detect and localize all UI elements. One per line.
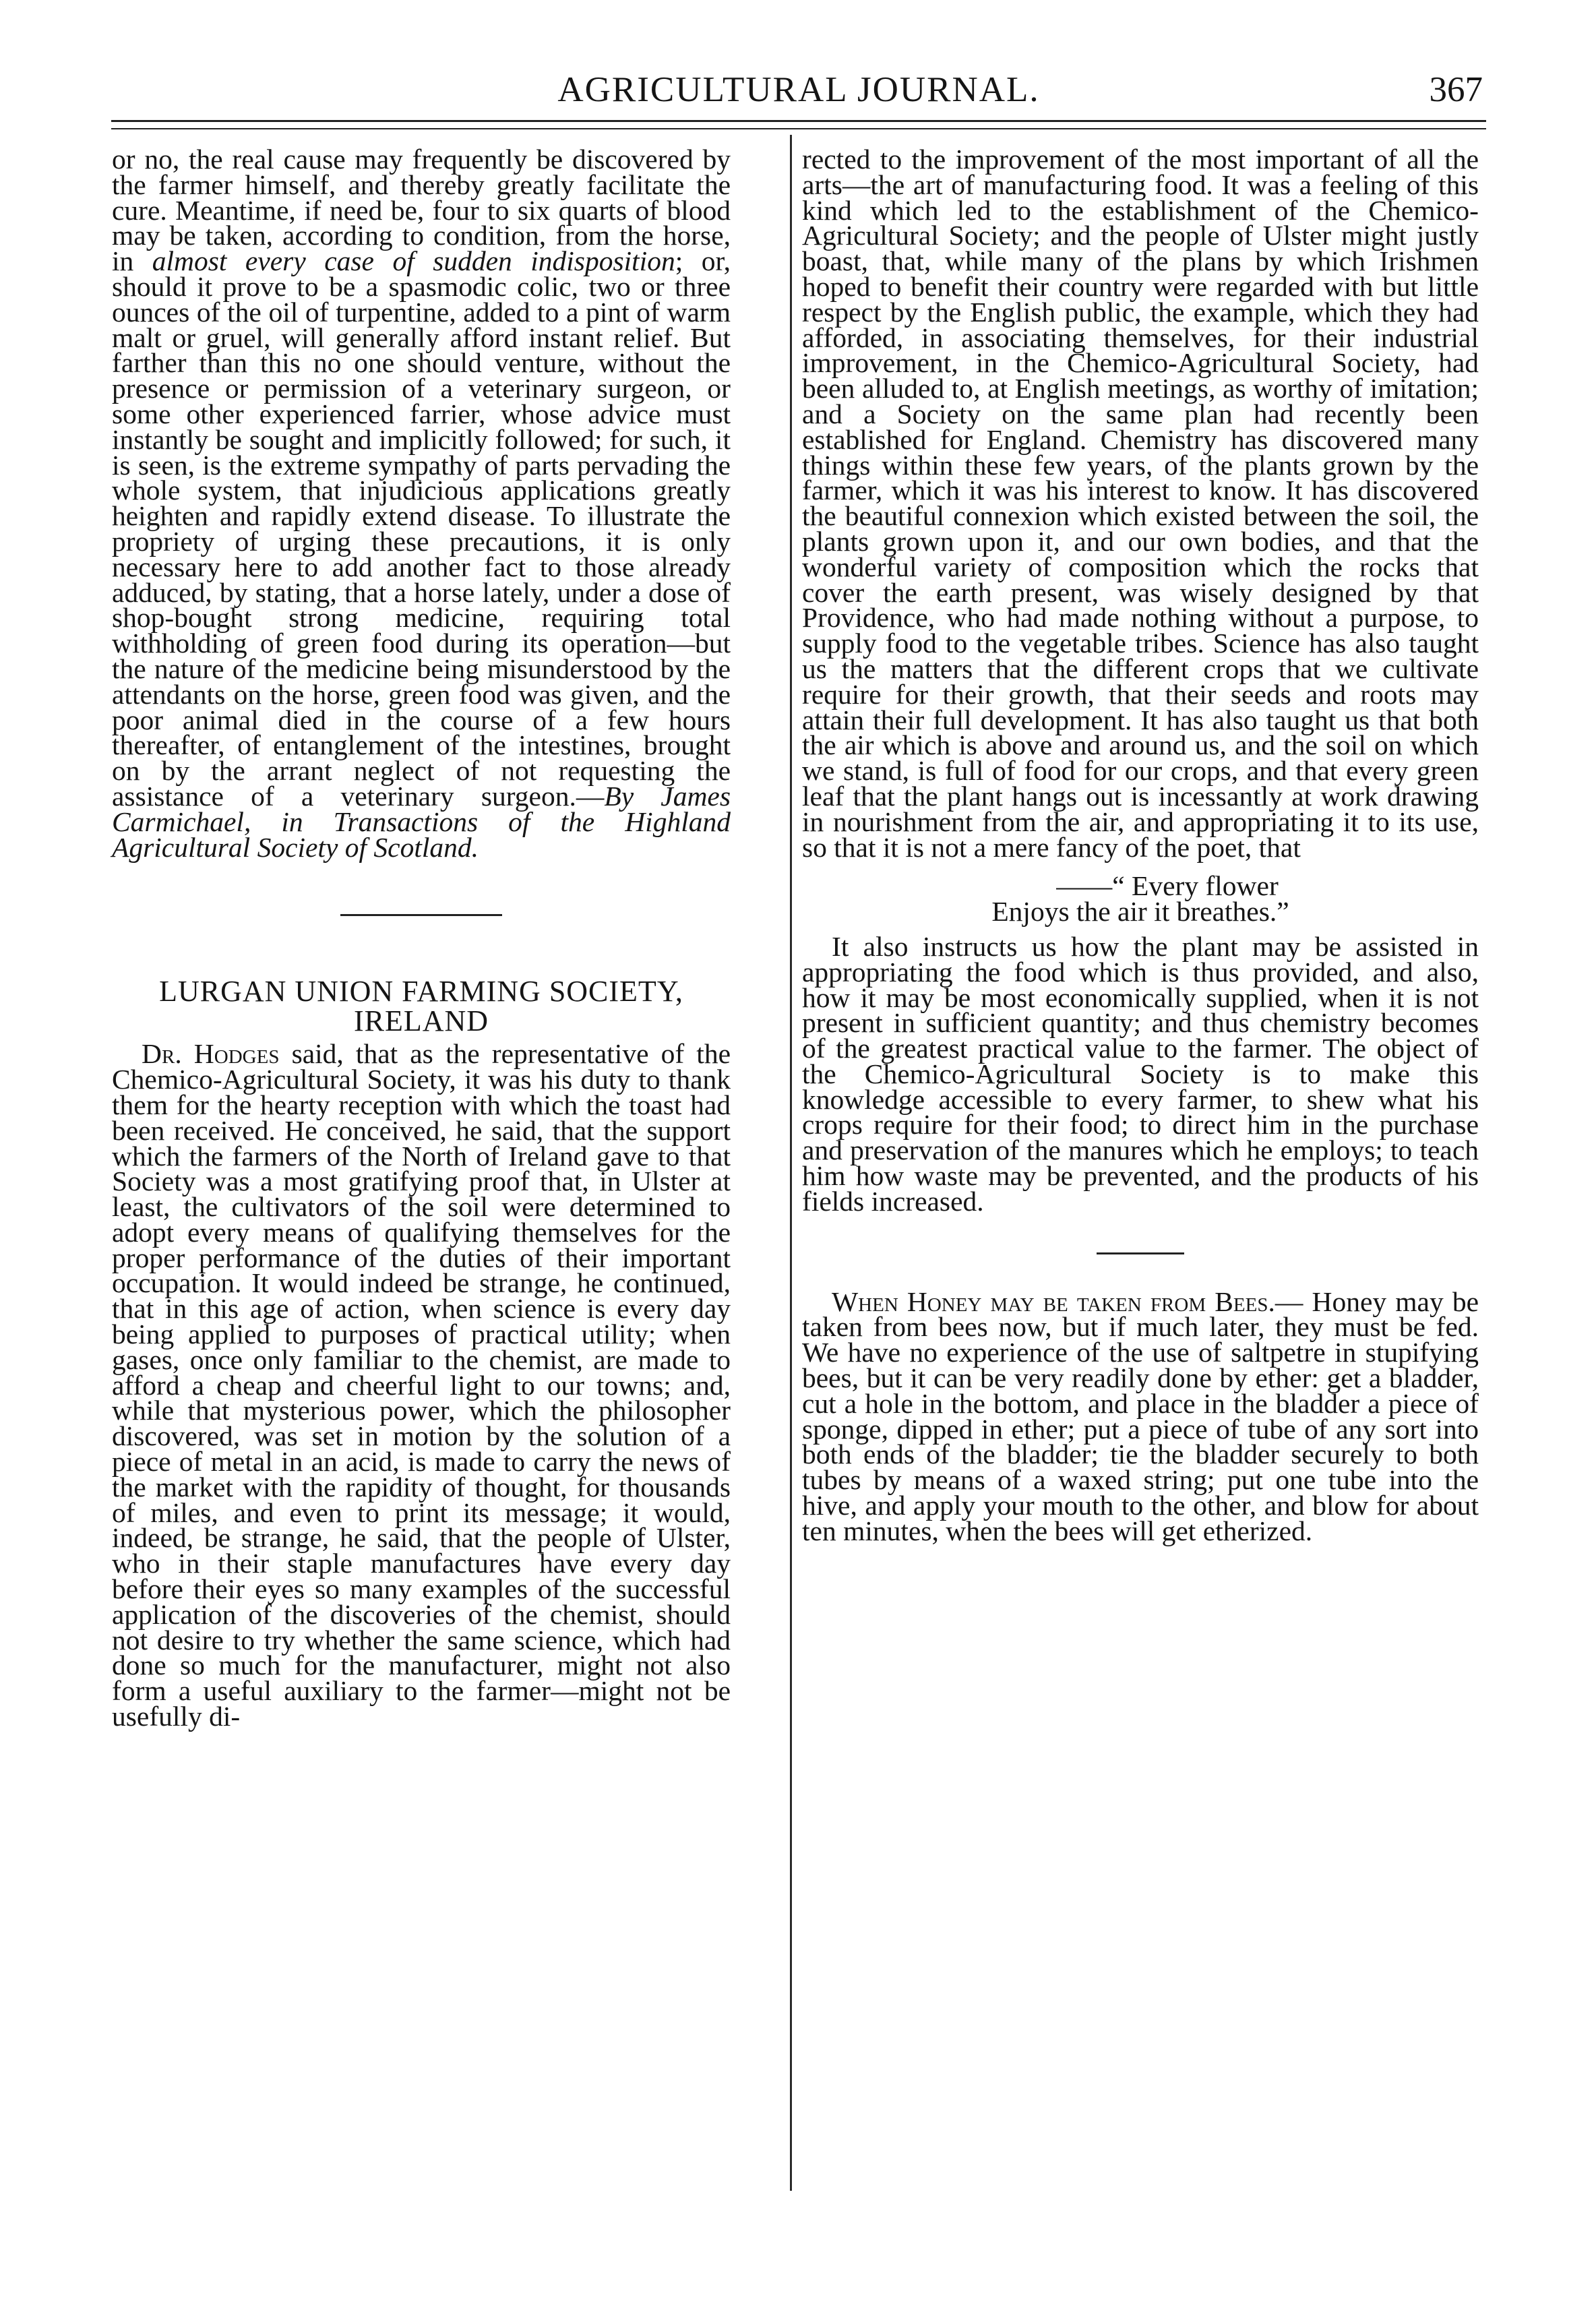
lurgan-speech-continued: rected to the improvement of the most important of all the arts—the art of manufacturing food. It was a feeling of this kind which led to the establishment of the Chemico-Agricultural Society; and the people of Ulster might justly boast, that, while many of the plans by which Irishmen hoped to benefit their country were regarded with but little respect by the English public, the example, which they had afforded, in associating themselves, for their industrial improvement, in the Chemico-Agricultural Society, had been alluded to, at English meetings, as worthy of imitation; and a Society on the same plan had recently been established for England. Chemistry has discovered many things within these few years, of the plants grown by the farmer, which it was his interest to know. It has discovered the beautiful connexion which existed between the soil, the plants grown upon it, and our own bodies, and that the wonderful variety of composition which the rocks that cover the earth present, was wisely designed by that Providence, who had made nothing without a purpose, to supply food to the vegetable tribes. Science has also taught us the matters that the different crops that we cultivate require for their growth, that their seeds and roots may attain their full development. It has also taught us that both the air which is above and around us, and the soil on which we stand, is full of food for our crops, and that every green leaf that the plant hangs out is incessantly at work drawing in nourishment from the air, and appropriating it to its use, so that it is not a mere fancy of the poet, that bbox=[802, 144, 1479, 863]
speaker-name: Dr. Hodges bbox=[142, 1038, 280, 1070]
column-divider bbox=[790, 135, 792, 2191]
horse-article-paragraph bbox=[112, 144, 731, 863]
lurgan-heading-line1: LURGAN UNION FARMING SOCIETY, bbox=[159, 975, 683, 1008]
horse-article-text: or no, the real cause may frequently be discovered by the farmer himself, and thereby greatly facilitate the cure. Meantime, if need be, four to six quarts of blood may be taken, according to condition, from the horse, in bbox=[112, 144, 731, 277]
lurgan-speech-conclusion: It also instructs us how the plant may be assisted in appropriating the food which is thus provided, and also, how it may be most economically supplied, when it is not present in sufficient quantity; and thus chemistry becomes of the greatest practical value to the farmer. The object of the Chemico-Agricultural Society is to make this knowledge accessible to every farmer, to shew what his crops require for their food; to direct him in the purchase and preservation of the manures which he employs; to teach him how waste may be prevented, and the products of his fields increased. bbox=[802, 930, 1479, 1217]
section-divider bbox=[340, 914, 502, 916]
lurgan-heading-line2: IRELAND bbox=[353, 1004, 489, 1038]
page-header bbox=[111, 64, 1486, 118]
horse-article-credit: By James Carmichael, in Transactions of the Highland Agricultural Society of Scotland. bbox=[112, 780, 731, 863]
header-rule-thin bbox=[111, 128, 1486, 129]
left-column bbox=[112, 144, 731, 1732]
horse-article-emphasis: almost every case of sudden indisposition bbox=[152, 245, 675, 277]
honey-article-title: When Honey may be taken from Bees.— bbox=[832, 1285, 1303, 1317]
poem-quote-line1: ——“ Every flower bbox=[1056, 870, 1279, 902]
honey-article-text: Honey may be taken from bees now, but if much later, they must be fed. We have no experience of the use of saltpetre in stupifying bees, but it can be very readily done by ether: get a bladder, cut a hole in the bottom, and place in the bladder a piece of sponge, dipped in ether; put a piece of tube of any sort into both ends of the bladder; tie the bladder securely to both tubes by means of a waxed string; put one tube into the hive, and apply your mouth to the other, and blow for about ten minutes, when the bees will get etherized. bbox=[802, 1285, 1479, 1546]
running-title: AGRICULTURAL JOURNAL. bbox=[557, 70, 1040, 109]
section-divider-short bbox=[1097, 1252, 1184, 1254]
lurgan-speech-text: said, that as the representative of the Chemico-Agricultural Society, it was his duty to thank them for the hearty reception with which the toast had been received. He conceived, he said, that the support which the farmers of the North of Ireland gave to that Society was a most gratifying proof that, in Ulster at least, the cultivators of the soil were determined to adopt every means of qualifying themselves for the proper performance of the duties of their important occupation. It would indeed be strange, he continued, that in this age of action, when science is every day being applied to purposes of practical utility; when gases, once only familiar to the chemist, are made to afford a cheap and cheerful light to our towns; and, while that mysterious power, which the philosopher discovered, was set in motion by the solution of a piece of metal in an acid, is made to carry the news of the market with the rapidity of thought, for thousands of miles, and even to print its message; it would, indeed, be strange, he said, that the people of Ulster, who in their staple manufactures have every day before their eyes so many examples of the successful application of the discoveries of the chemist, should not desire to try whether the same science, which had done so much for the manufacturer, might not also form a useful auxiliary to the farmer—might not be usefully di- bbox=[112, 1038, 731, 1732]
horse-article-text-continued: ; or, should it prove to be a spasmodic colic, two or three ounces of the oil of turpentine, added to a pint of warm malt or gruel, will generally afford instant relief. But farther than this no one should venture, without the presence or permission of a veterinary surgeon, or some other experienced farrier, whose advice must instantly be sought and implicitly followed; for such, it is seen, is the extreme sympathy of parts pervading the whole system, that injudicious applications greatly heighten and rapidly extend disease. To illustrate the propriety of urging these precautions, it is only necessary here to add another fact to those already adduced, by stating, that a horse lately, under a dose of shop-bought strong medicine, requiring total withholding of green food during its operation—but the nature of the medicine being misunderstood by the attendants on the horse, green food was given, and the poor animal died in the course of a few hours thereafter, of entanglement of the intestines, brought on by the arrant neglect of not requesting the assistance of a veterinary surgeon.— bbox=[112, 245, 731, 812]
honey-article-paragraph bbox=[802, 1285, 1479, 1546]
lurgan-speech-paragraph bbox=[112, 1038, 731, 1732]
poem-quote-line2: Enjoys the air it breathes.” bbox=[991, 896, 1289, 928]
page-number: 367 bbox=[1429, 70, 1483, 109]
right-column bbox=[802, 144, 1479, 1546]
header-rule-thick bbox=[111, 120, 1486, 122]
